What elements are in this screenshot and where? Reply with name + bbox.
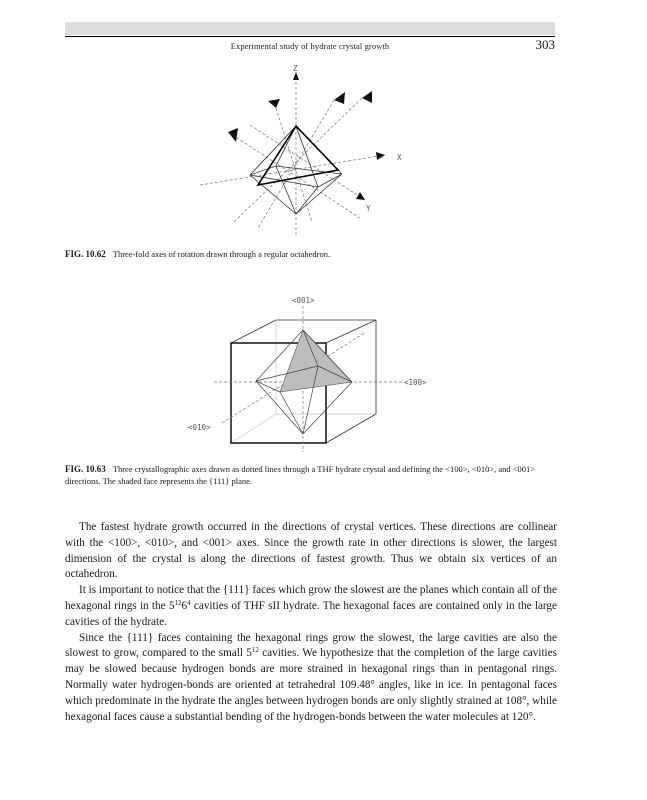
body-text [65,520,557,725]
axis-001-label: <001> [292,296,315,305]
cube-hidden-edge [231,414,276,443]
y-axis-line [250,125,365,200]
highlighted-triangle [258,126,338,185]
cube-edge [326,414,376,443]
paragraph-3: Since the {111} faces containing the hexagonal rings grow the slowest, the large cavities are also the slowest to grow, compared to the small $5^{12}$ cavities. We hypothesize that the completion of the large cavities may be slowed because hydrogen bonds are more strained in hexagonal rings than in pentagonal rings. Normally water hydrogen-bonds are oriented at tetrahedral 109.48° angles, like in ice. In pentagonal faces which predominate in the hydrate the angles between hydrogen bonds are only slightly strained at 108°, while hexagonal faces cause a substantial bending of the hydrogen-bonds between the water molecules at 120°. [65,631,557,723]
x-label: X [397,153,402,162]
octahedron-edge [303,382,352,434]
rotation-markers [228,91,372,142]
paragraph-1: The fastest hydrate growth occurred in the directions of crystal vertices. These directions are collinear with the <100>, <010>, and <001> axes. Since the growth rate in other directions is slower, the largest dimension of the crystal is along the directions of fastest growth. Thus we obtain six vertices of an octahedron. [65,521,557,581]
figure-octahedron-axes [0,55,647,245]
caption-label: FIG. 10.62 [65,249,106,259]
x-arrowhead [376,152,385,160]
figure-crystal-axes [0,285,647,460]
figure-10-63-caption [65,463,555,487]
page-number: 303 [535,37,555,52]
running-head: Experimental study of hydrate crystal growth [230,41,390,51]
rotation-marker-icon [334,92,345,104]
caption-text: Three-fold axes of rotation drawn through a regular octahedron. [112,249,331,259]
axis-arrowheads [293,72,385,200]
cube-edge [326,320,376,343]
octahedron-edge [276,166,296,214]
paragraph-2: It is important to notice that the {111} faces which grow the slowest are the planes which contain all of the hexagonal rings in the $5^{12}6^4$ cavities of THF sII hydrate. The hexagonal faces are contained only in the large cavities of the hydrate. [65,584,557,628]
figure-10-62-caption [65,248,555,260]
y-arrowhead [356,192,365,200]
axis-010-label: <010> [188,423,211,432]
octahedron-edge [256,381,280,392]
axis-100-label: <100> [404,378,427,387]
z-arrowhead [293,72,299,80]
caption-text: Three crystallographic axes drawn as dotted lines through a THF hydrate crystal and defining the <100>, <010>, and <001> directions. The shaded face represents the {111} plane. [65,464,536,486]
octahedron-edge [280,392,303,434]
octahedron-edge [250,175,296,214]
rotation-marker-icon [228,128,238,142]
cube-edge [231,320,276,343]
y-label: Y [366,204,371,213]
octahedron-edge [318,174,342,187]
rotation-marker-icon [362,91,372,103]
rotation-marker-icon [268,99,280,108]
octahedron-edge [296,187,318,214]
header-rule [65,36,555,37]
threefold-axis-4 [234,98,362,222]
z-label: Z [293,64,298,73]
top-margin-bar [65,22,555,35]
caption-label: FIG. 10.63 [65,464,106,474]
